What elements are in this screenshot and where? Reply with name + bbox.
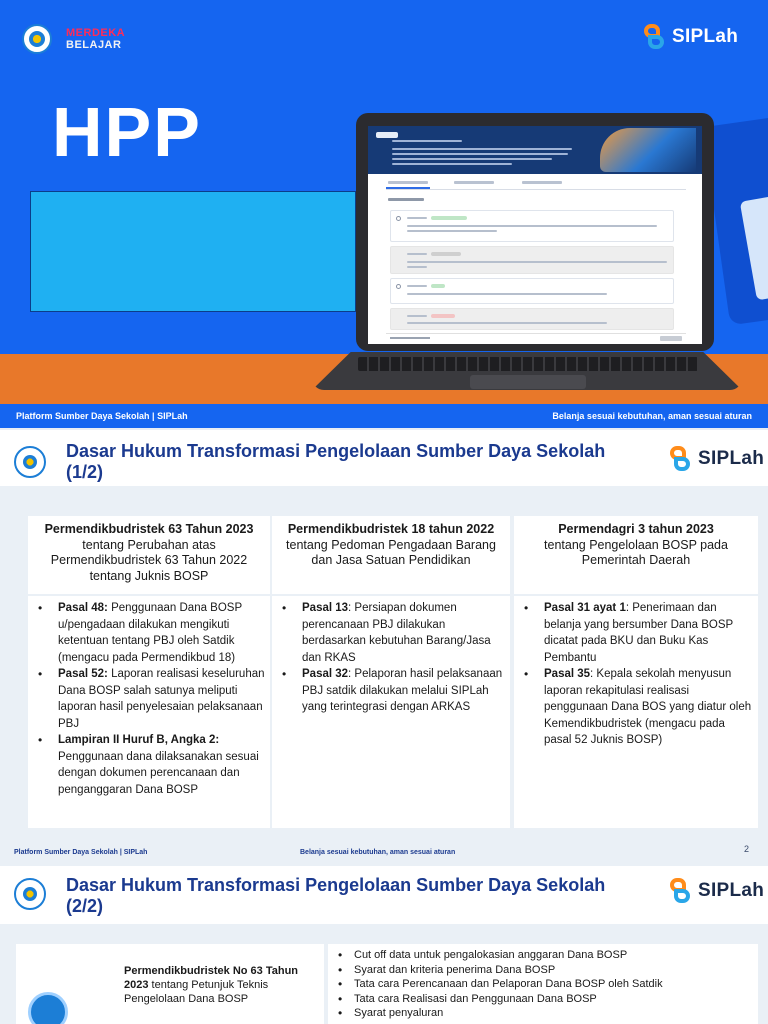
list-item: • Pasal 13: Persiapan dokumen perencanaan PBJ dilakukan berdasarkan kebutuhan Barang/Jasa dan RKAS [272,600,506,666]
list-item: • Tata cara Perencanaan dan Pelaporan Dana BOSP oleh Satdik [334,977,752,992]
slide-legal-basis-1 [0,430,768,866]
regulation-card-title: Permendikbudristek No 63 Tahun 2023 tentang Petunjuk Teknis Pengelolaan Dana BOSP [124,965,299,1005]
siplah-logo [668,446,764,472]
regulation-bullet-list [272,600,506,716]
cover-title: HPP [52,93,202,171]
laptop-screen-mockup [368,126,702,344]
list-item: • Cut off data untuk pengalokasian anggaran Dana BOSP [334,948,752,963]
list-item: • Pasal 48: Penggunaan Dana BOSP u/pengadaan dilakukan mengikuti ketentuan tentang PBJ oleh Satdik (mengacu pada Permendikbud 18) [28,600,266,666]
slide-title: Dasar Hukum Transformasi Pengelolaan Sumber Daya Sekolah (2/2) [66,875,606,916]
list-item: • Pasal 52: Laporan realisasi keseluruhan Dana BOSP salah satunya meliputi laporan hasil penyelesaian pelaksanaan PBJ [28,666,266,732]
siplah-mark-icon [668,446,694,472]
slide-title: Dasar Hukum Transformasi Pengelolaan Sumber Daya Sekolah (1/2) [66,441,606,482]
laptop-trackpad [470,375,586,389]
siplah-wordmark: SIPLah [698,448,765,469]
regulation-card-body [28,596,270,828]
regulation-card-header: Permendikbudristek 63 Tahun 2023 tentang Perubahan atas Permendikbudristek 63 Tahun 2022 tentang Juknis BOSP [28,516,270,594]
footer-right-text: Belanja sesuai kebutuhan, aman sesuai aturan [552,411,752,421]
siplah-logo [668,878,764,904]
regulation-detail-card [328,944,758,1024]
tut-wuri-handayani-logo [22,24,52,54]
cover-footer [0,404,768,428]
siplah-wordmark: SIPLah [698,880,765,901]
ministry-logos [22,24,125,54]
siplah-wordmark: SIPLah [672,26,739,47]
tut-wuri-handayani-logo [14,446,46,478]
footer-left-text: Platform Sumber Daya Sekolah | SIPLah [16,411,188,421]
regulation-bullet-list [514,600,754,749]
regulation-card-body [514,596,758,828]
laptop-keyboard [358,357,698,371]
siplah-mark-icon [642,24,668,50]
regulation-bullet-list [334,948,752,1021]
siplah-mark-icon [668,878,694,904]
list-item: • Syarat penyaluran [334,1006,752,1021]
merdeka-belajar-logo: MERDEKA BELAJAR [66,27,126,51]
list-item: • Tata cara Realisasi dan Penggunaan Dana BOSP [334,992,752,1007]
list-item: • Pasal 31 ayat 1: Penerimaan dan belanja yang bersumber Dana BOSP dicatat pada BKU dan Buku Kas Pembantu [514,600,754,666]
list-item: • Pasal 35: Kepala sekolah menyusun laporan rekapitulasi realisasi penggunaan Dana BOS yang diatur oleh Kemendikbudristek (mengacu pada pasal 52 Juknis BOSP) [514,666,754,749]
list-item: • Lampiran II Huruf B, Angka 2: Penggunaan dana dilaksanakan sesuai dengan dokumen perencanaan dan penganggaran Dana BOSP [28,732,266,798]
regulation-card-header: Permendagri 3 tahun 2023 tentang Pengelolaan BOSP pada Pemerintah Daerah [514,516,758,594]
regulation-card-body [272,596,510,828]
footer-left-text: Platform Sumber Daya Sekolah | SIPLah [14,849,148,856]
regulation-card-header: Permendikbudristek 18 tahun 2022 tentang Pedoman Pengadaan Barang dan Jasa Satuan Pendidikan [272,516,510,594]
regulation-bullet-list [28,600,266,798]
tut-wuri-handayani-emblem [28,992,68,1024]
siplah-logo [642,24,738,50]
cover-slide [0,0,768,428]
slide-legal-basis-2 [0,866,768,1024]
list-item: • Pasal 32: Pelaporan hasil pelaksanaan PBJ satdik dilakukan melalui SIPLah yang terintegrasi dengan ARKAS [272,666,506,716]
tut-wuri-handayani-logo [14,878,46,910]
placeholder-box [30,191,356,312]
list-item: • Syarat dan kriteria penerima Dana BOSP [334,963,752,978]
footer-center-text: Belanja sesuai kebutuhan, aman sesuai aturan [300,849,456,856]
page-number: 2 [744,844,750,854]
